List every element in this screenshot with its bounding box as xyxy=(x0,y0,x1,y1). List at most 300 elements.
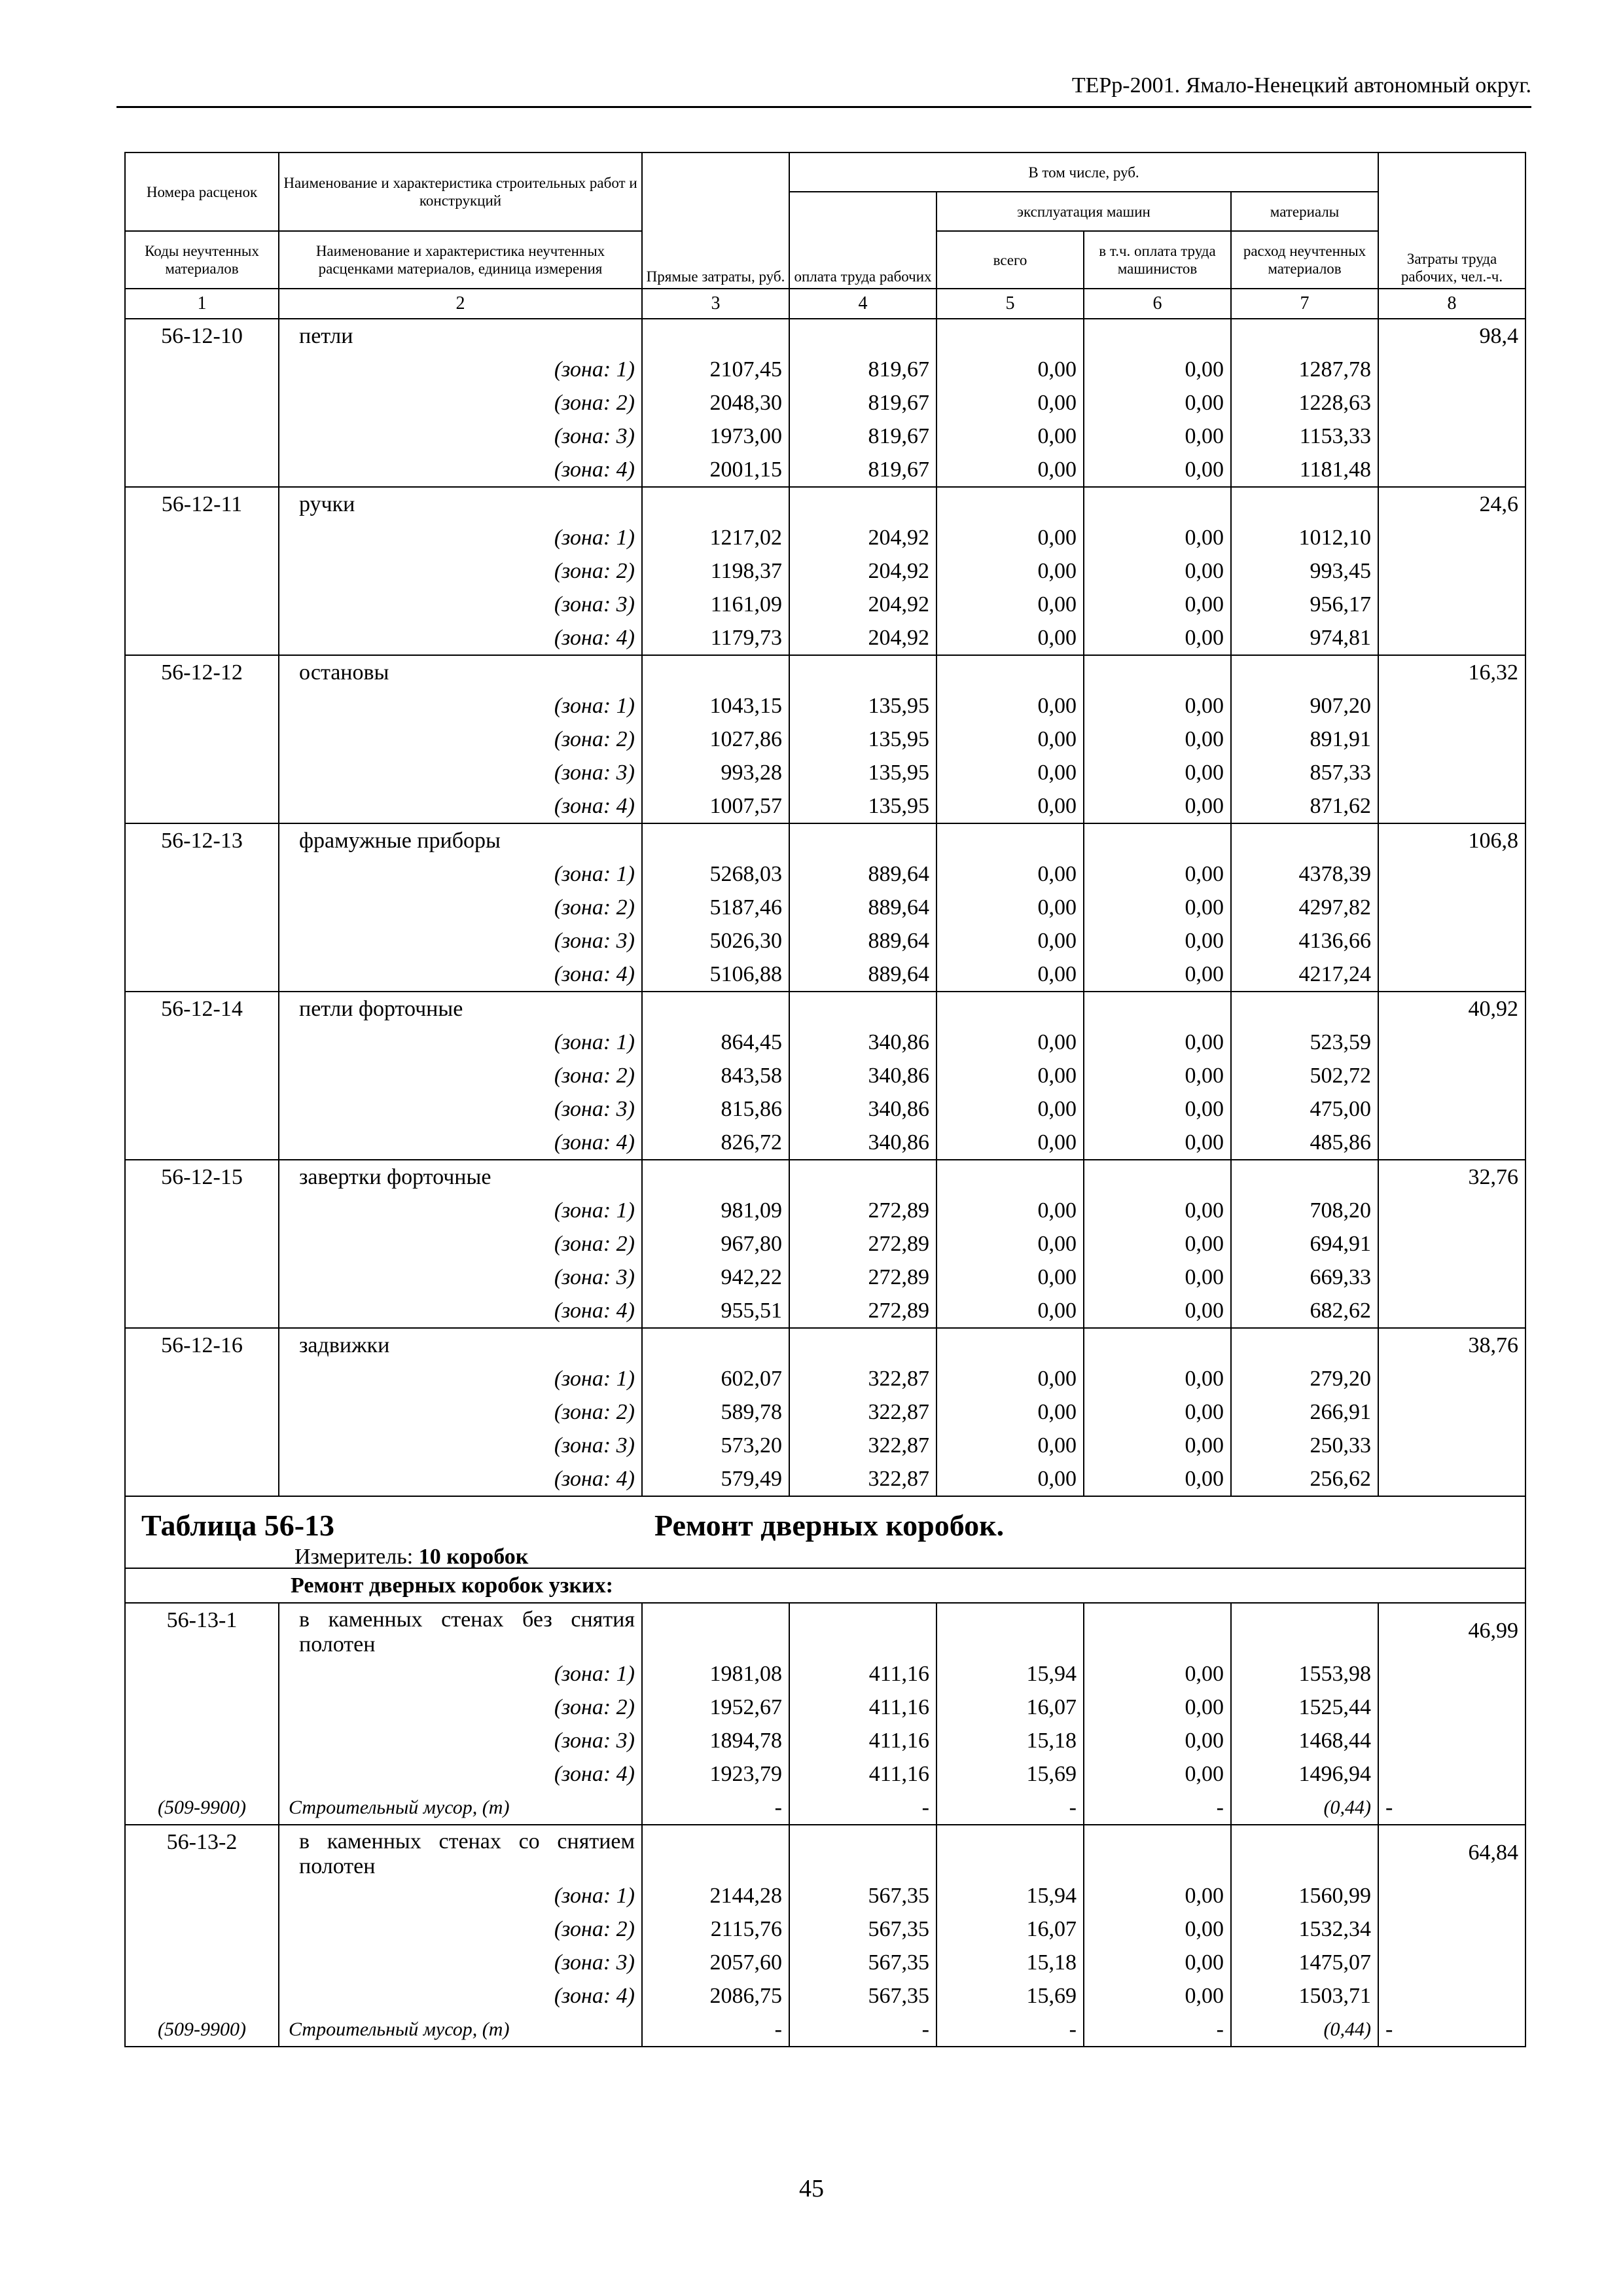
empty-cell xyxy=(1378,689,1525,723)
direct-cost: 1217,02 xyxy=(642,521,789,554)
zone-label: (зона: 3) xyxy=(279,1092,642,1126)
rate-row xyxy=(125,655,1525,689)
machines-total: 0,00 xyxy=(936,1126,1084,1160)
empty-cell xyxy=(1378,789,1525,823)
zone-row xyxy=(125,521,1525,554)
empty-cell xyxy=(125,453,279,487)
empty-cell xyxy=(125,1462,279,1496)
machines-total: 0,00 xyxy=(936,958,1084,992)
machines-total: 0,00 xyxy=(936,1294,1084,1328)
machines-total: 0,00 xyxy=(936,554,1084,588)
col-name-bottom: Наименование и характеристика неучтенных расценками материалов, единица измерения xyxy=(279,231,642,289)
empty-cell xyxy=(125,1691,279,1724)
col-materials: материалы xyxy=(1231,192,1378,231)
direct-cost: 955,51 xyxy=(642,1294,789,1328)
direct-cost: 1007,57 xyxy=(642,789,789,823)
empty-cell xyxy=(1231,1603,1378,1657)
zone-label: (зона: 1) xyxy=(279,1362,642,1395)
unit-label: Измеритель: xyxy=(294,1545,414,1569)
labor-value: 40,92 xyxy=(1378,992,1525,1026)
materials-cost: 1228,63 xyxy=(1231,386,1378,420)
wages-cost: 819,67 xyxy=(789,386,936,420)
col-num: 2 xyxy=(279,289,642,319)
rate-name: ручки xyxy=(279,487,642,521)
zone-row xyxy=(125,353,1525,386)
wages-cost: 411,16 xyxy=(789,1757,936,1791)
rate-code: 56-13-1 xyxy=(125,1603,279,1657)
empty-cell xyxy=(1378,1092,1525,1126)
empty-cell xyxy=(642,1328,789,1362)
wages-cost: 889,64 xyxy=(789,891,936,924)
machinist-wages: 0,00 xyxy=(1084,1691,1231,1724)
empty-cell xyxy=(1378,1227,1525,1261)
labor-value: 16,32 xyxy=(1378,655,1525,689)
machines-total: 0,00 xyxy=(936,588,1084,621)
zone-label: (зона: 2) xyxy=(279,1691,642,1724)
material-machines: - xyxy=(936,1791,1084,1825)
column-numbers-row xyxy=(125,289,1525,319)
direct-cost: 1043,15 xyxy=(642,689,789,723)
machines-total: 0,00 xyxy=(936,689,1084,723)
wages-cost: 322,87 xyxy=(789,1362,936,1395)
direct-cost: 1952,67 xyxy=(642,1691,789,1724)
materials-cost: 694,91 xyxy=(1231,1227,1378,1261)
zone-row xyxy=(125,453,1525,487)
machines-total: 0,00 xyxy=(936,1026,1084,1059)
materials-cost: 1532,34 xyxy=(1231,1912,1378,1946)
zone-label: (зона: 4) xyxy=(279,1462,642,1496)
machines-total: 0,00 xyxy=(936,621,1084,655)
wages-cost: 322,87 xyxy=(789,1429,936,1462)
machines-total: 15,18 xyxy=(936,1724,1084,1757)
direct-cost: 815,86 xyxy=(642,1092,789,1126)
zone-row xyxy=(125,756,1525,789)
wages-cost: 340,86 xyxy=(789,1059,936,1092)
direct-cost: 1179,73 xyxy=(642,621,789,655)
empty-cell xyxy=(125,588,279,621)
rate-name: в каменных стенах без снятия полотен xyxy=(279,1603,642,1657)
empty-cell xyxy=(789,1825,936,1879)
empty-cell xyxy=(125,723,279,756)
direct-cost: 826,72 xyxy=(642,1126,789,1160)
direct-cost: 602,07 xyxy=(642,1362,789,1395)
zone-row xyxy=(125,1946,1525,1979)
empty-cell xyxy=(1378,1362,1525,1395)
zone-row xyxy=(125,1059,1525,1092)
zone-row xyxy=(125,1462,1525,1496)
empty-cell xyxy=(125,1879,279,1912)
material-name: Строительный мусор, (т) xyxy=(279,1791,642,1825)
empty-cell xyxy=(1378,1979,1525,2013)
material-name: Строительный мусор, (т) xyxy=(279,2013,642,2047)
rate-code: 56-12-16 xyxy=(125,1328,279,1362)
machines-total: 16,07 xyxy=(936,1691,1084,1724)
empty-cell xyxy=(642,1160,789,1194)
wages-cost: 135,95 xyxy=(789,723,936,756)
wages-cost: 889,64 xyxy=(789,958,936,992)
machines-total: 0,00 xyxy=(936,723,1084,756)
direct-cost: 5106,88 xyxy=(642,958,789,992)
rate-name: петли форточные xyxy=(279,992,642,1026)
wages-cost: 272,89 xyxy=(789,1294,936,1328)
wages-cost: 889,64 xyxy=(789,924,936,958)
direct-cost: 843,58 xyxy=(642,1059,789,1092)
machinist-wages: 0,00 xyxy=(1084,420,1231,453)
materials-cost: 4217,24 xyxy=(1231,958,1378,992)
empty-cell xyxy=(642,823,789,857)
empty-cell xyxy=(1378,521,1525,554)
machinist-wages: 0,00 xyxy=(1084,1227,1231,1261)
materials-cost: 871,62 xyxy=(1231,789,1378,823)
empty-cell xyxy=(125,1261,279,1294)
wages-cost: 135,95 xyxy=(789,789,936,823)
materials-cost: 4378,39 xyxy=(1231,857,1378,891)
materials-cost: 1468,44 xyxy=(1231,1724,1378,1757)
zone-row xyxy=(125,1194,1525,1227)
rate-code: 56-13-2 xyxy=(125,1825,279,1879)
rate-name: завертки форточные xyxy=(279,1160,642,1194)
materials-cost: 857,33 xyxy=(1231,756,1378,789)
machines-total: 0,00 xyxy=(936,1462,1084,1496)
empty-cell xyxy=(1084,823,1231,857)
zone-label: (зона: 1) xyxy=(279,1879,642,1912)
wages-cost: 567,35 xyxy=(789,1979,936,2013)
empty-cell xyxy=(1231,487,1378,521)
direct-cost: 579,49 xyxy=(642,1462,789,1496)
zone-label: (зона: 3) xyxy=(279,1724,642,1757)
wages-cost: 204,92 xyxy=(789,621,936,655)
empty-cell xyxy=(1378,420,1525,453)
wages-cost: 204,92 xyxy=(789,554,936,588)
direct-cost: 1198,37 xyxy=(642,554,789,588)
material-amount: (0,44) xyxy=(1231,1791,1378,1825)
empty-cell xyxy=(1231,992,1378,1026)
zone-label: (зона: 2) xyxy=(279,1059,642,1092)
materials-cost: 974,81 xyxy=(1231,621,1378,655)
empty-cell xyxy=(1231,1825,1378,1879)
zone-row xyxy=(125,1879,1525,1912)
wages-cost: 819,67 xyxy=(789,420,936,453)
rate-code: 56-12-10 xyxy=(125,319,279,353)
running-header-text: ТЕРр-2001. Ямало-Ненецкий автономный округ. xyxy=(1071,73,1531,98)
direct-cost: 1923,79 xyxy=(642,1757,789,1791)
material-code: (509-9900) xyxy=(125,1791,279,1825)
machines-total: 0,00 xyxy=(936,1227,1084,1261)
materials-cost: 1560,99 xyxy=(1231,1879,1378,1912)
rate-name: петли xyxy=(279,319,642,353)
materials-cost: 907,20 xyxy=(1231,689,1378,723)
empty-cell xyxy=(1378,756,1525,789)
empty-cell xyxy=(1378,386,1525,420)
rate-name: в каменных стенах со снятием полотен xyxy=(279,1825,642,1879)
materials-cost: 4136,66 xyxy=(1231,924,1378,958)
empty-cell xyxy=(1084,1328,1231,1362)
machinist-wages: 0,00 xyxy=(1084,1724,1231,1757)
materials-cost: 475,00 xyxy=(1231,1092,1378,1126)
empty-cell xyxy=(1378,1194,1525,1227)
wages-cost: 411,16 xyxy=(789,1657,936,1691)
unit-value: 10 коробок xyxy=(418,1545,529,1569)
machinist-wages: 0,00 xyxy=(1084,1912,1231,1946)
direct-cost: 993,28 xyxy=(642,756,789,789)
empty-cell xyxy=(936,1328,1084,1362)
machinist-wages: 0,00 xyxy=(1084,1946,1231,1979)
zone-label: (зона: 2) xyxy=(279,723,642,756)
wages-cost: 135,95 xyxy=(789,756,936,789)
machinist-wages: 0,00 xyxy=(1084,789,1231,823)
empty-cell xyxy=(125,689,279,723)
machinist-wages: 0,00 xyxy=(1084,521,1231,554)
empty-cell xyxy=(1231,319,1378,353)
wages-cost: 567,35 xyxy=(789,1912,936,1946)
wages-cost: 204,92 xyxy=(789,521,936,554)
materials-cost: 523,59 xyxy=(1231,1026,1378,1059)
labor-value: 98,4 xyxy=(1378,319,1525,353)
col-incl: В том числе, руб. xyxy=(789,152,1378,192)
materials-cost: 708,20 xyxy=(1231,1194,1378,1227)
machines-total: 0,00 xyxy=(936,891,1084,924)
zone-label: (зона: 1) xyxy=(279,689,642,723)
machinist-wages: 0,00 xyxy=(1084,1261,1231,1294)
empty-cell xyxy=(125,1126,279,1160)
empty-cell xyxy=(642,655,789,689)
empty-cell xyxy=(125,1362,279,1395)
empty-cell xyxy=(125,1657,279,1691)
machinist-wages: 0,00 xyxy=(1084,723,1231,756)
materials-cost: 256,62 xyxy=(1231,1462,1378,1496)
direct-cost: 2048,30 xyxy=(642,386,789,420)
empty-cell xyxy=(936,1160,1084,1194)
machines-total: 0,00 xyxy=(936,1261,1084,1294)
materials-cost: 266,91 xyxy=(1231,1395,1378,1429)
machines-total: 0,00 xyxy=(936,353,1084,386)
wages-cost: 322,87 xyxy=(789,1462,936,1496)
empty-cell xyxy=(1231,1160,1378,1194)
machines-total: 0,00 xyxy=(936,756,1084,789)
empty-cell xyxy=(125,924,279,958)
rate-row xyxy=(125,1603,1525,1657)
col-num: 8 xyxy=(1378,289,1525,319)
zone-row xyxy=(125,621,1525,655)
table-title: Ремонт дверных коробок. xyxy=(654,1509,1005,1542)
empty-cell xyxy=(1084,992,1231,1026)
direct-cost: 967,80 xyxy=(642,1227,789,1261)
zone-label: (зона: 2) xyxy=(279,1912,642,1946)
empty-cell xyxy=(1378,958,1525,992)
zone-label: (зона: 1) xyxy=(279,857,642,891)
empty-cell xyxy=(125,1946,279,1979)
labor-value: 64,84 xyxy=(1378,1825,1525,1879)
empty-cell xyxy=(1378,1429,1525,1462)
empty-cell xyxy=(125,1912,279,1946)
direct-cost: 1161,09 xyxy=(642,588,789,621)
zone-label: (зона: 3) xyxy=(279,588,642,621)
page-number: 45 xyxy=(799,2175,824,2202)
machinist-wages: 0,00 xyxy=(1084,621,1231,655)
material-direct: - xyxy=(642,2013,789,2047)
machines-total: 0,00 xyxy=(936,857,1084,891)
empty-cell xyxy=(1231,1328,1378,1362)
direct-cost: 2107,45 xyxy=(642,353,789,386)
machines-total: 15,18 xyxy=(936,1946,1084,1979)
empty-cell xyxy=(936,823,1084,857)
col-num: 7 xyxy=(1231,289,1378,319)
materials-cost: 4297,82 xyxy=(1231,891,1378,924)
empty-cell xyxy=(125,1757,279,1791)
direct-cost: 981,09 xyxy=(642,1194,789,1227)
wages-cost: 272,89 xyxy=(789,1194,936,1227)
empty-cell xyxy=(125,1724,279,1757)
empty-cell xyxy=(125,353,279,386)
machines-total: 0,00 xyxy=(936,1092,1084,1126)
machinist-wages: 0,00 xyxy=(1084,958,1231,992)
machines-total: 0,00 xyxy=(936,386,1084,420)
materials-cost: 1287,78 xyxy=(1231,353,1378,386)
machinist-wages: 0,00 xyxy=(1084,1059,1231,1092)
materials-cost: 1503,71 xyxy=(1231,1979,1378,2013)
machinist-wages: 0,00 xyxy=(1084,1429,1231,1462)
rate-row xyxy=(125,992,1525,1026)
empty-cell xyxy=(1378,1462,1525,1496)
machines-total: 0,00 xyxy=(936,1429,1084,1462)
material-machinist: - xyxy=(1084,1791,1231,1825)
zone-row xyxy=(125,1395,1525,1429)
machinist-wages: 0,00 xyxy=(1084,1026,1231,1059)
zone-row xyxy=(125,588,1525,621)
rate-code: 56-12-12 xyxy=(125,655,279,689)
machines-total: 0,00 xyxy=(936,453,1084,487)
machinist-wages: 0,00 xyxy=(1084,554,1231,588)
zone-row xyxy=(125,386,1525,420)
materials-cost: 1553,98 xyxy=(1231,1657,1378,1691)
material-labor: - xyxy=(1378,2013,1525,2047)
material-code: (509-9900) xyxy=(125,2013,279,2047)
empty-cell xyxy=(1378,891,1525,924)
empty-cell xyxy=(125,1194,279,1227)
zone-row xyxy=(125,924,1525,958)
materials-cost: 1153,33 xyxy=(1231,420,1378,453)
zone-label: (зона: 3) xyxy=(279,1261,642,1294)
direct-cost: 589,78 xyxy=(642,1395,789,1429)
empty-cell xyxy=(125,1979,279,2013)
zone-row xyxy=(125,1691,1525,1724)
col-code-bottom: Коды неучтенных материалов xyxy=(125,231,279,289)
direct-cost: 864,45 xyxy=(642,1026,789,1059)
table-caption xyxy=(125,1496,1525,1603)
zone-label: (зона: 4) xyxy=(279,621,642,655)
rate-code: 56-12-13 xyxy=(125,823,279,857)
labor-value: 46,99 xyxy=(1378,1603,1525,1657)
zone-row xyxy=(125,1757,1525,1791)
machinist-wages: 0,00 xyxy=(1084,1879,1231,1912)
materials-cost: 502,72 xyxy=(1231,1059,1378,1092)
empty-cell xyxy=(1378,1691,1525,1724)
empty-cell xyxy=(936,1603,1084,1657)
zone-row xyxy=(125,1261,1525,1294)
zone-label: (зона: 4) xyxy=(279,1294,642,1328)
rates-table xyxy=(124,152,1526,2047)
zone-row xyxy=(125,554,1525,588)
materials-cost: 1475,07 xyxy=(1231,1946,1378,1979)
empty-cell xyxy=(1378,588,1525,621)
col-wages: оплата труда рабочих xyxy=(789,192,936,289)
col-num: 6 xyxy=(1084,289,1231,319)
zone-row xyxy=(125,1724,1525,1757)
rate-name: остановы xyxy=(279,655,642,689)
empty-cell xyxy=(125,621,279,655)
col-num: 1 xyxy=(125,289,279,319)
empty-cell xyxy=(789,487,936,521)
zone-label: (зона: 4) xyxy=(279,1979,642,2013)
zone-label: (зона: 4) xyxy=(279,789,642,823)
zone-label: (зона: 3) xyxy=(279,1429,642,1462)
empty-cell xyxy=(125,1294,279,1328)
direct-cost: 2115,76 xyxy=(642,1912,789,1946)
machines-total: 15,94 xyxy=(936,1657,1084,1691)
machines-total: 0,00 xyxy=(936,789,1084,823)
rate-row xyxy=(125,319,1525,353)
zone-label: (зона: 4) xyxy=(279,1757,642,1791)
zone-row xyxy=(125,857,1525,891)
machinist-wages: 0,00 xyxy=(1084,1657,1231,1691)
machinist-wages: 0,00 xyxy=(1084,1294,1231,1328)
col-name-top: Наименование и характеристика строительных работ и конструкций xyxy=(279,152,642,231)
direct-cost: 1981,08 xyxy=(642,1657,789,1691)
machines-total: 15,94 xyxy=(936,1879,1084,1912)
empty-cell xyxy=(1378,1059,1525,1092)
empty-cell xyxy=(1378,554,1525,588)
wages-cost: 411,16 xyxy=(789,1724,936,1757)
empty-cell xyxy=(125,420,279,453)
materials-cost: 993,45 xyxy=(1231,554,1378,588)
col-code-top: Номера расценок xyxy=(125,152,279,231)
wages-cost: 819,67 xyxy=(789,453,936,487)
empty-cell xyxy=(1378,1946,1525,1979)
machines-total: 15,69 xyxy=(936,1757,1084,1791)
empty-cell xyxy=(1084,1825,1231,1879)
wages-cost: 272,89 xyxy=(789,1261,936,1294)
zone-row xyxy=(125,789,1525,823)
machinist-wages: 0,00 xyxy=(1084,1979,1231,2013)
empty-cell xyxy=(125,1092,279,1126)
zone-row xyxy=(125,1227,1525,1261)
rate-code: 56-12-15 xyxy=(125,1160,279,1194)
material-direct: - xyxy=(642,1791,789,1825)
empty-cell xyxy=(789,655,936,689)
zone-label: (зона: 1) xyxy=(279,1194,642,1227)
machinist-wages: 0,00 xyxy=(1084,588,1231,621)
materials-cost: 682,62 xyxy=(1231,1294,1378,1328)
machinist-wages: 0,00 xyxy=(1084,1194,1231,1227)
material-wages: - xyxy=(789,2013,936,2047)
empty-cell xyxy=(1378,1724,1525,1757)
materials-cost: 1496,94 xyxy=(1231,1757,1378,1791)
machinist-wages: 0,00 xyxy=(1084,1757,1231,1791)
material-row xyxy=(125,2013,1525,2047)
empty-cell xyxy=(125,1429,279,1462)
zone-row xyxy=(125,1092,1525,1126)
labor-value: 38,76 xyxy=(1378,1328,1525,1362)
material-machines: - xyxy=(936,2013,1084,2047)
rate-row xyxy=(125,823,1525,857)
rate-row xyxy=(125,487,1525,521)
material-wages: - xyxy=(789,1791,936,1825)
empty-cell xyxy=(125,1059,279,1092)
machines-total: 0,00 xyxy=(936,1059,1084,1092)
labor-value: 106,8 xyxy=(1378,823,1525,857)
direct-cost: 1973,00 xyxy=(642,420,789,453)
col-direct: Прямые затраты, руб. xyxy=(642,152,789,289)
